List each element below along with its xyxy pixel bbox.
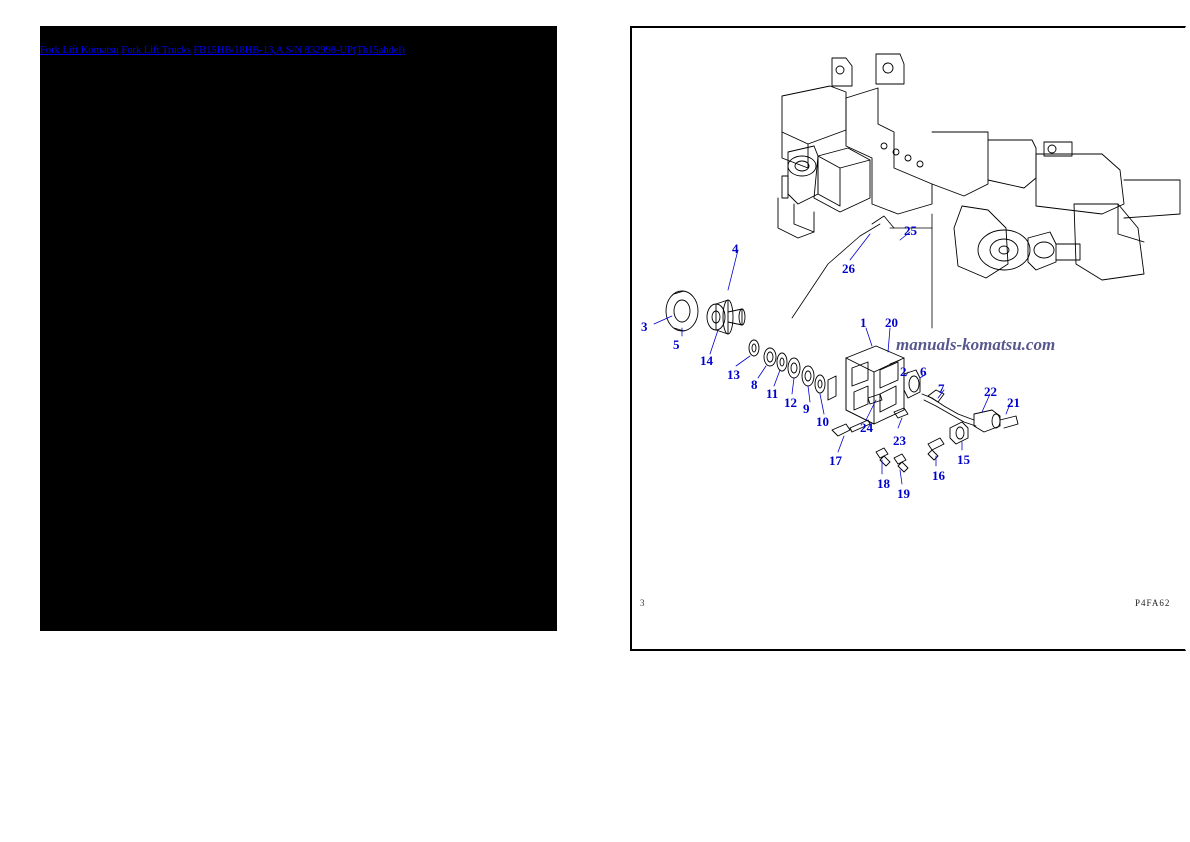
callout-24: 24 xyxy=(860,420,873,435)
callout-6: 6 xyxy=(920,364,927,379)
callout-1: 1 xyxy=(860,315,867,330)
callout-9: 9 xyxy=(803,401,810,416)
thumbnail-preview-panel xyxy=(40,26,557,631)
sheet-code: P4FA62 xyxy=(1135,598,1171,608)
callout-22: 22 xyxy=(984,384,997,399)
callout-21: 21 xyxy=(1007,395,1020,410)
callout-11: 11 xyxy=(766,386,779,401)
callout-19: 19 xyxy=(897,486,910,501)
callout-14: 14 xyxy=(700,353,713,368)
callout-16: 16 xyxy=(932,468,945,483)
callout-3: 3 xyxy=(641,319,648,334)
callout-17: 17 xyxy=(829,453,842,468)
page-mark: 3 xyxy=(640,598,645,608)
callout-18: 18 xyxy=(877,476,890,491)
callout-20: 20 xyxy=(885,315,898,330)
callout-12: 12 xyxy=(784,395,797,410)
parts-drawing-canvas xyxy=(632,28,1188,653)
callout-23: 23 xyxy=(893,433,906,448)
callout-25: 25 xyxy=(904,223,917,238)
callout-8: 8 xyxy=(751,377,758,392)
site-watermark: manuals-komatsu.com xyxy=(896,335,1056,354)
callout-2: 2 xyxy=(900,364,907,379)
callout-4: 4 xyxy=(732,241,739,256)
callout-7: 7 xyxy=(938,381,945,396)
callout-13: 13 xyxy=(727,367,740,382)
breadcrumb-item-1[interactable]: Fork Lift Komatsu xyxy=(40,45,119,56)
parts-drawing-panel xyxy=(630,26,1186,651)
callout-10: 10 xyxy=(816,414,829,429)
breadcrumb xyxy=(40,45,560,57)
callout-26: 26 xyxy=(842,261,855,276)
breadcrumb-item-2[interactable]: Fork Lift Trucks xyxy=(121,45,191,56)
callout-5: 5 xyxy=(673,337,680,352)
callout-15: 15 xyxy=(957,452,970,467)
breadcrumb-item-3[interactable]: FB15HB/18HB-13,A S/N 832998-UP(Th15ahdel) xyxy=(193,45,405,56)
